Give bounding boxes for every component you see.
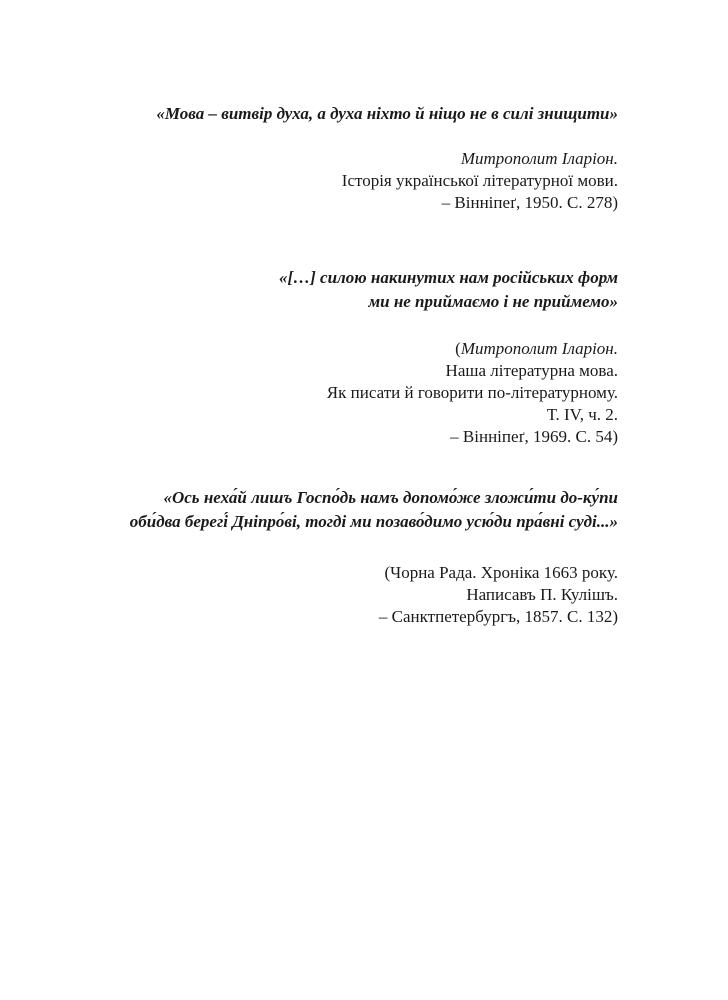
source-author: Митрополит Іларіон. — [460, 149, 618, 168]
source-author-line — [98, 338, 618, 360]
source-open-paren: ( — [455, 339, 461, 358]
source-author: Митрополит Іларіон. — [460, 339, 618, 358]
epigraph-1 — [98, 102, 618, 214]
epigraph-2 — [98, 266, 618, 448]
quote-line: «[…] силою накинутих нам російських форм — [278, 268, 618, 287]
source-author-line — [98, 148, 618, 170]
epigraph-quote — [98, 266, 618, 314]
source-line: Наша літературна мова. — [445, 361, 618, 380]
source-line: – Санктпетербургъ, 1857. С. 132) — [378, 607, 618, 626]
source-line: – Вінніпеґ, 1969. С. 54) — [450, 427, 618, 446]
epigraph-quote — [98, 102, 618, 126]
quote-line: оби́два берегі́ Дніпро́ві, тогді ми позаво́димо усю́ди пра́вні суді...» — [129, 512, 618, 531]
epigraph-3 — [98, 486, 618, 628]
source-line: Написавъ П. Кулішъ. — [466, 585, 618, 604]
epigraph-source — [98, 338, 618, 448]
source-line: Історія української літературної мови. — [341, 171, 618, 190]
quote-line: «Мова – витвір духа, а духа ніхто й ніщо не в силі знищити» — [156, 104, 618, 123]
quote-line: «Ось неха́й лишъ Госпо́дь намъ допомо́же зложи́ти до-ку́пи — [163, 488, 618, 507]
epigraph-source — [98, 148, 618, 214]
source-line: Як писати й говорити по-літературному. — [326, 383, 618, 402]
quote-line: ми не приймаємо і не приймемо» — [368, 292, 618, 311]
epigraph-source — [98, 562, 618, 628]
source-line: (Чорна Рада. Хроніка 1663 року. — [384, 563, 618, 582]
epigraph-quote — [98, 486, 618, 534]
source-line: Т. IV, ч. 2. — [546, 405, 618, 424]
source-line: – Вінніпеґ, 1950. С. 278) — [441, 193, 618, 212]
